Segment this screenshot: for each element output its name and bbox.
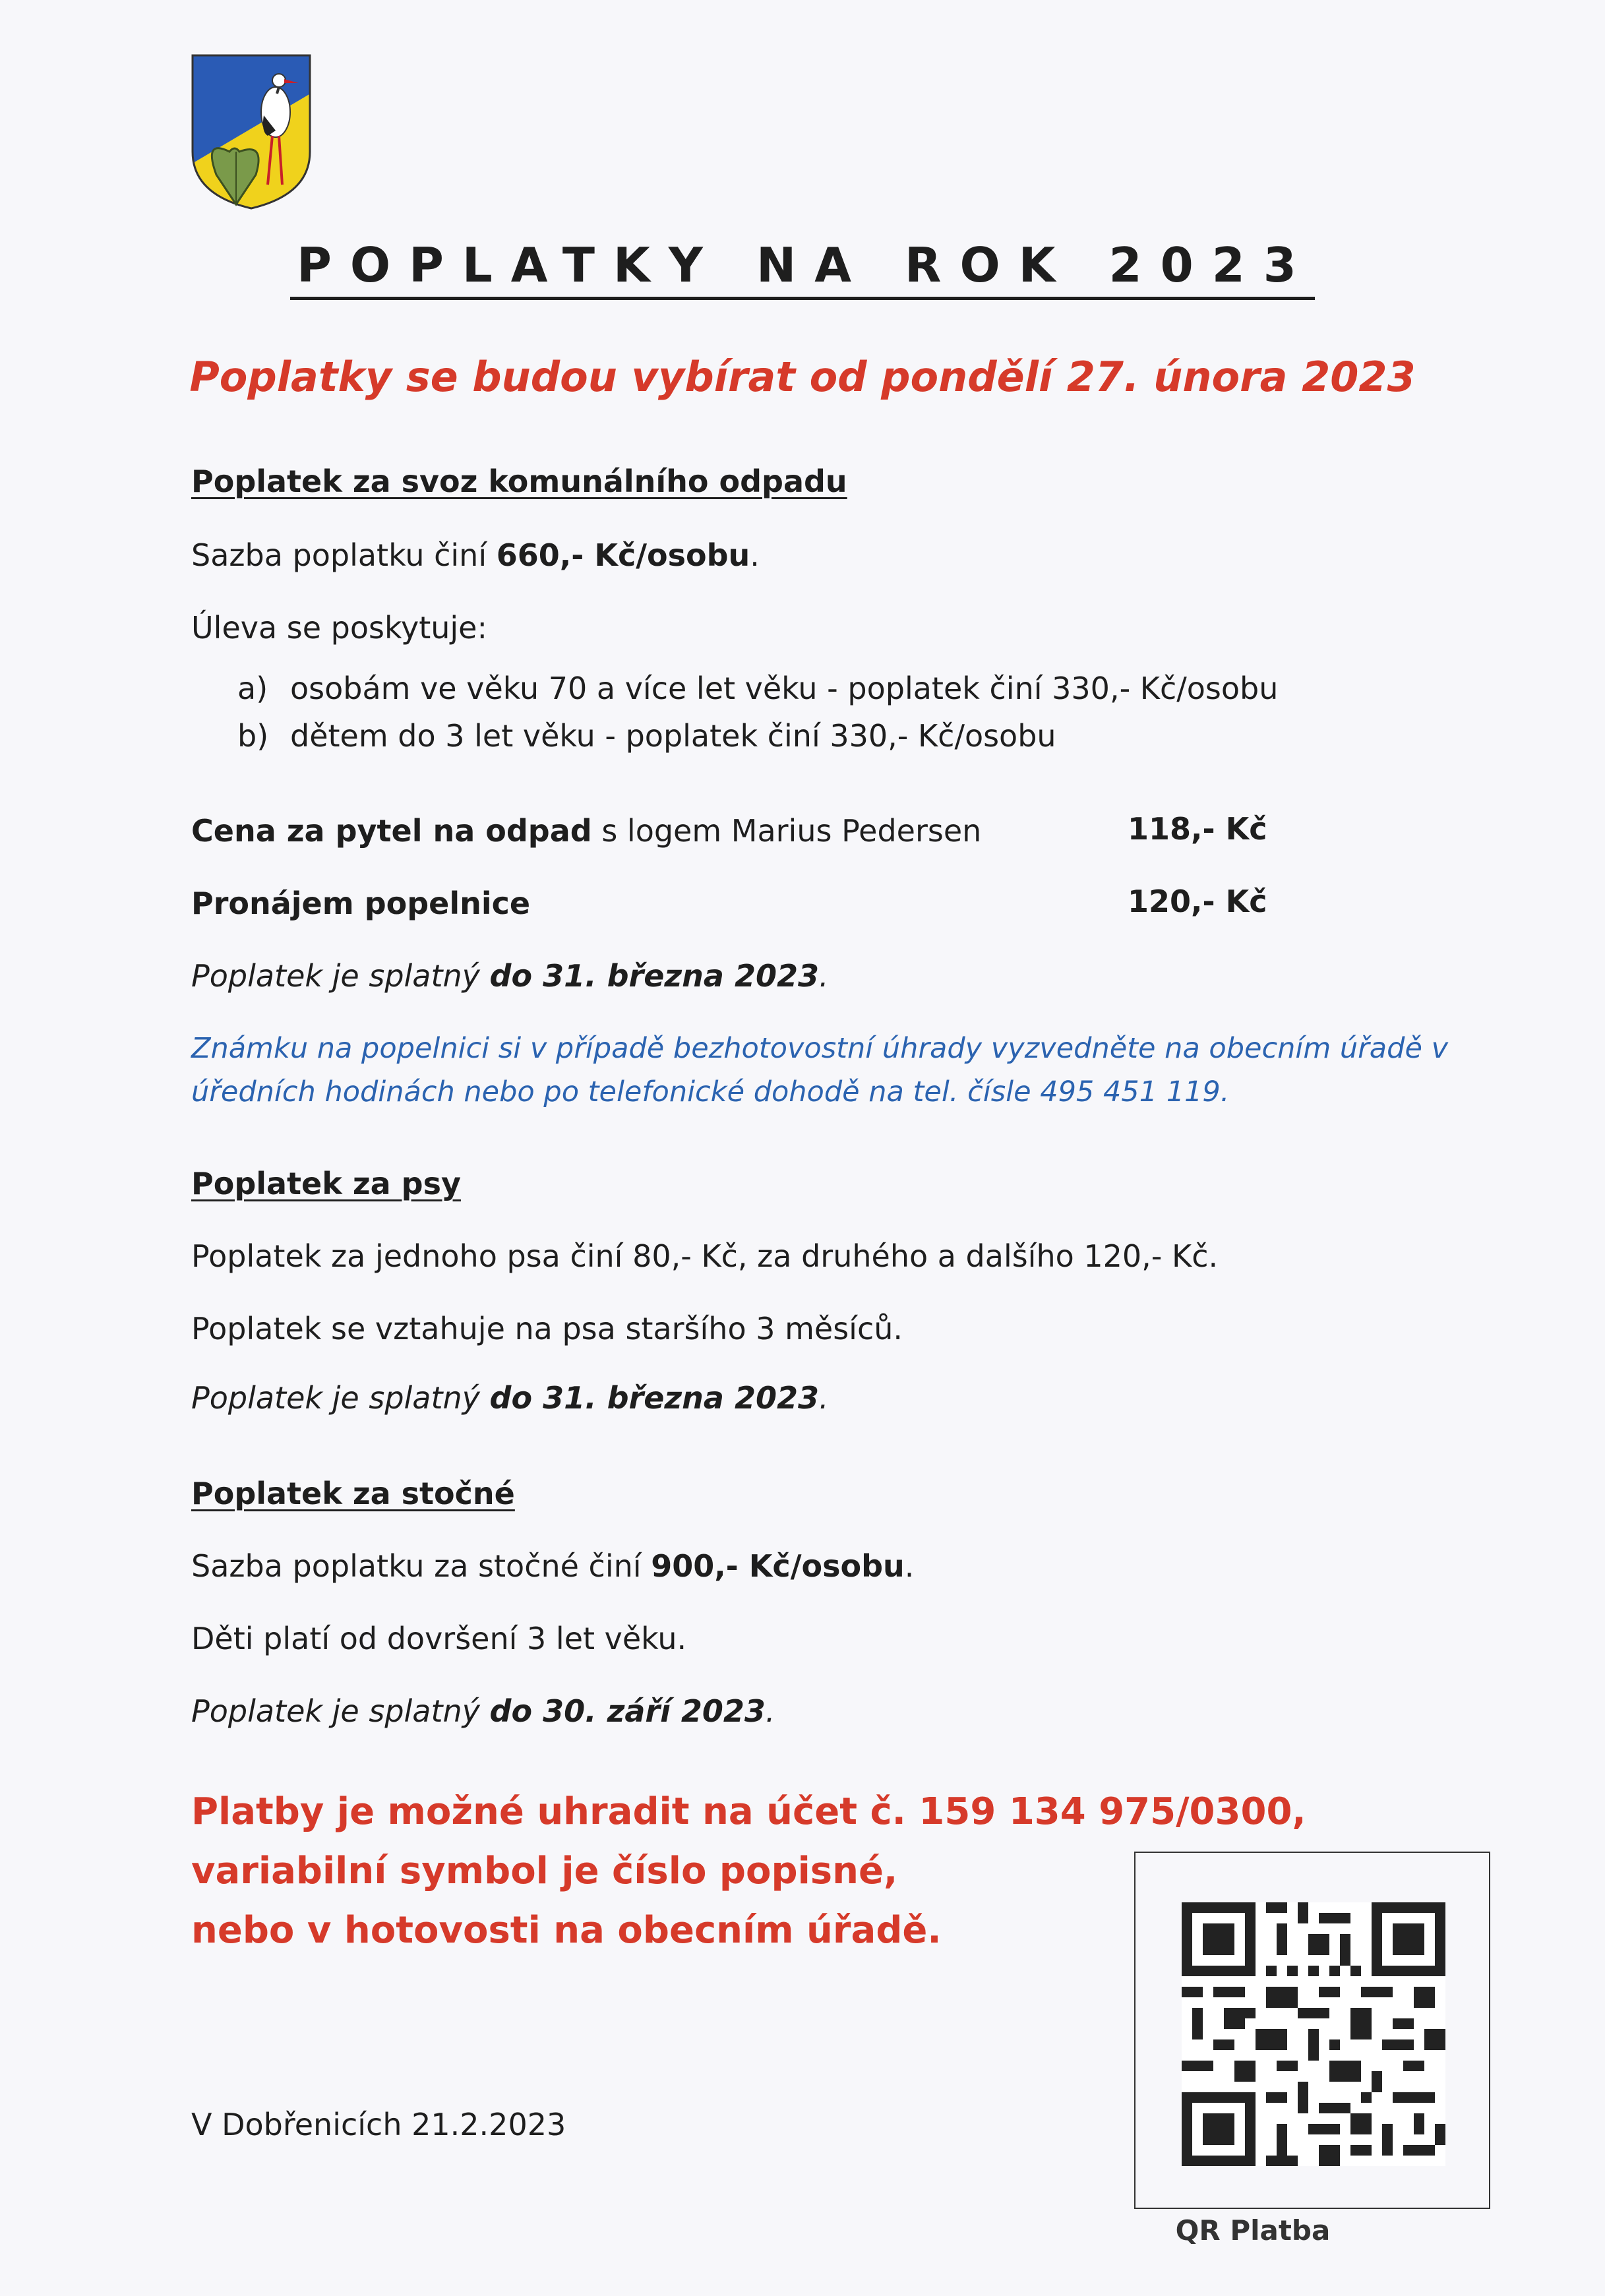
sewage-fee-heading: Poplatek za stočné [191, 1476, 515, 1511]
payment-symbol-line: variabilní symbol je číslo popisné, [191, 1850, 898, 1892]
municipal-coat-of-arms [190, 53, 313, 211]
dog-due-date: Poplatek je splatný do 31. března 2023. [191, 1380, 829, 1416]
waste-rate: Sazba poplatku činí 660,- Kč/osobu. [191, 537, 760, 573]
bin-sticker-note-line1: Známku na popelnici si v případě bezhotovostní úhrady vyzvedněte na obecním úřadě v [191, 1032, 1449, 1065]
sewage-rate: Sazba poplatku za stočné činí 900,- Kč/osobu. [191, 1548, 915, 1584]
discount-item-b: b) dětem do 3 let věku - poplatek činí 330,- Kč/osobu [237, 718, 1056, 754]
dog-fee-rates: Poplatek za jednoho psa činí 80,- Kč, za druhého a dalšího 120,- Kč. [191, 1238, 1219, 1274]
payment-cash-line: nebo v hotovosti na obecním úřadě. [191, 1909, 942, 1952]
place-and-date: V Dobřenicích 21.2.2023 [191, 2107, 566, 2142]
waste-fee-heading: Poplatek za svoz komunálního odpadu [191, 464, 847, 499]
bin-rental-label: Pronájem popelnice [191, 886, 531, 921]
page-title: POPLATKY NA ROK 2023 [0, 237, 1605, 293]
dog-fee-age-rule: Poplatek se vztahuje na psa staršího 3 měsíců. [191, 1311, 903, 1346]
bag-price-value: 118,- Kč [1128, 811, 1267, 847]
dog-fee-heading: Poplatek za psy [191, 1166, 461, 1201]
waste-due-date: Poplatek je splatný do 31. března 2023. [191, 958, 829, 994]
qr-payment-label: QR Platba [1134, 2214, 1372, 2247]
sewage-age-rule: Děti platí od dovršení 3 let věku. [191, 1621, 687, 1656]
qr-code-icon [1182, 1902, 1445, 2166]
discount-intro: Úleva se poskytuje: [191, 610, 487, 646]
collection-start-notice: Poplatky se budou vybírat od pondělí 27. února 2023 [189, 353, 1416, 401]
sewage-due-date: Poplatek je splatný do 30. září 2023. [191, 1693, 775, 1729]
bin-sticker-note-line2: úředních hodinách nebo po telefonické dohodě na tel. čísle 495 451 119. [191, 1075, 1230, 1108]
payment-account-line: Platby je možné uhradit na účet č. 159 134 975/0300, [191, 1790, 1306, 1833]
bag-price-label: Cena za pytel na odpad s logem Marius Pedersen [191, 813, 982, 849]
bin-rental-price: 120,- Kč [1128, 884, 1267, 919]
discount-item-a: a) osobám ve věku 70 a více let věku - poplatek činí 330,- Kč/osobu [237, 671, 1279, 706]
qr-payment-box [1134, 1852, 1490, 2209]
